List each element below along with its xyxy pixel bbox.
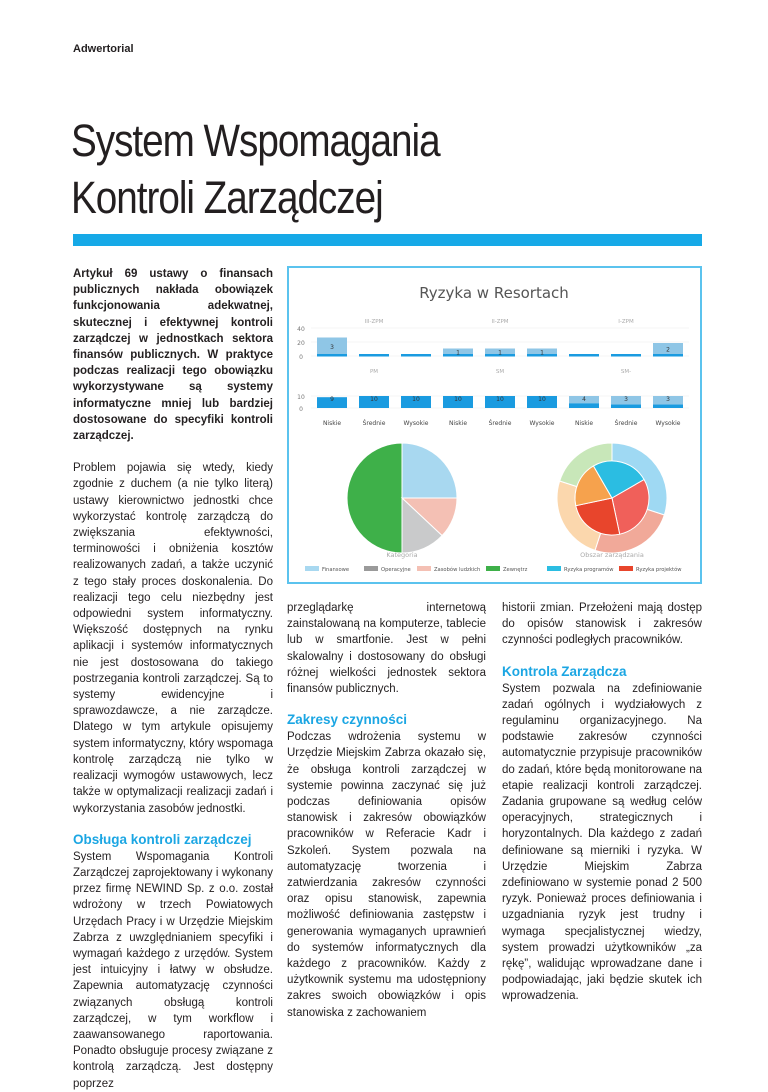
- y-tick-top: 0: [299, 354, 303, 361]
- y-tick-top: 40: [297, 326, 305, 333]
- title-rule: [73, 234, 702, 246]
- bar-value-bottom: 10: [454, 396, 462, 403]
- col3-continuation: historii zmian. Przełożeni mają dostęp do opisów stanowisk i zakresów czynności podległych pracowników.: [502, 602, 702, 647]
- column-3: [502, 600, 702, 1005]
- x-tick-label: Wysokie: [403, 420, 429, 427]
- legend-swatch: [547, 566, 561, 571]
- bar-value-top: 3: [330, 343, 334, 351]
- bar-base: [359, 354, 389, 357]
- column-1: [73, 266, 273, 1092]
- legend-swatch: [417, 566, 431, 571]
- panel-label-top: I-ZPM: [618, 319, 634, 325]
- x-tick-label: Wysokie: [529, 420, 555, 427]
- heading-kontrola: Kontrola Zarządcza: [502, 663, 627, 679]
- bar-value-bottom: 10: [370, 396, 378, 403]
- title-line-1: System Wspomagania: [71, 115, 440, 166]
- panel-label-bottom: SM-: [620, 369, 632, 375]
- bar-base: [653, 354, 683, 357]
- x-tick-label: Średnie: [362, 420, 386, 427]
- chart-title: Ryzyka w Resortach: [419, 284, 569, 302]
- risk-chart-figure: [287, 266, 702, 584]
- bar-value-bottom: 3: [666, 396, 670, 403]
- bar-value-bottom: 10: [538, 396, 546, 403]
- intro-paragraph: Problem pojawia się wtedy, kiedy zgodnie z duchem (a nie tylko literą) ustawy kierownictwo jednostki chce wykorzystać kontrolę zarządczą do zwiększania efektywności, terminowości i obniżenia kosztów realizowanych zadań, a także uczynić z tego stały proces doskonalenia. Do realizacji tego celu niezbędny jest odpowiedni system informatyczny. Większość dostępnych na rynku aplikacji i systemów informatycznych nie jest dostosowana do takiego postrzegania kontroli zarządczej. Są to systemy ewidencyjne i sprawozdawcze, a nie zarządcze. Dlatego w tym artykule opisujemy system informatyczny, który wspomaga kontrolę zarządczą nie tylko w realizacji wymogów ustawowych, lecz także w optymalizacji realizacji zadań i wykorzystania zasobów jednostki.: [73, 462, 273, 815]
- bar-value-bottom: 9: [330, 396, 334, 403]
- pie-left-label: Kategoria: [386, 551, 418, 559]
- heading-obsluga: Obsługa kontroli zarządczej: [73, 831, 252, 847]
- y-tick-top: 20: [297, 340, 305, 347]
- x-tick-label: Wysokie: [655, 420, 681, 427]
- panel-label-top: III-ZPM: [364, 319, 384, 325]
- legend-swatch: [486, 566, 500, 571]
- column-2: [287, 600, 486, 1021]
- pie-right-label: Obszar zarządzania: [580, 551, 644, 559]
- obsluga-paragraph: System Wspomagania Kontroli Zarządczej zaprojektowany i wykonany przez firmę NEWIND Sp. z o.o. został wdrożony w trzech Powiatowych Urzędach Pracy i w Urzędzie Miejskim Zabrza z uwzględnianiem specyfiki i wymagań każdego z urzędów. System jest intuicyjny i łatwy w obsłudze. Zapewnia automatyzację czynności związanych obsługą kontroli zarządczej, w tym workflow i zaawansowanego raportowania. Ponadto obsługuje procesy związane z kontrolą zarządczą. Jest dostępny poprzez: [73, 850, 273, 1090]
- panel-label-bottom: PM: [369, 369, 379, 375]
- lead-paragraph: Artykuł 69 ustawy o finansach publicznych nakłada obowiązek funkcjonowania adekwatnej, skutecznej i efektywnej kontroli zarządczej w jednostkach sektora finansów publicznych. W praktyce podczas realizacji tego obowiązku wykorzystywane są systemy informatyczne mniej lub bardziej dostosowane do specyfiki kontroli zarządczej.: [73, 268, 273, 443]
- bar-bottom: [611, 404, 641, 408]
- bar-value-bottom: 10: [412, 396, 420, 403]
- y-tick-bottom: 0: [299, 406, 303, 413]
- legend-label: Zewnętrz: [503, 567, 528, 573]
- y-tick-bottom: 10: [297, 394, 305, 401]
- legend-label: Operacyjne: [381, 567, 411, 573]
- legend-label: Ryzyka projektów: [636, 567, 682, 573]
- legend-swatch: [619, 566, 633, 571]
- bar-value-top: 1: [456, 349, 460, 357]
- bar-value-bottom: 4: [582, 396, 586, 403]
- panel-label-bottom: SM: [495, 369, 505, 375]
- bar-bottom: [653, 404, 683, 408]
- legend-label: Zasobów ludzkich: [434, 567, 481, 573]
- legend-swatch: [305, 566, 319, 571]
- x-tick-label: Niskie: [448, 420, 468, 427]
- bar-base: [401, 354, 431, 357]
- bar-value-bottom: 10: [496, 396, 504, 403]
- legend-swatch: [364, 566, 378, 571]
- title-line-2: Kontroli Zarządczej: [71, 172, 383, 223]
- bar-bottom: [569, 403, 599, 408]
- bar-value-top: 1: [540, 349, 544, 357]
- zakresy-paragraph: Podczas wdrożenia systemu w Urzędzie Miejskim Zabrza okazało się, że obsługa kontroli zarządczej w systemie powinna zaczynać się już podczas definiowania opisów stanowisk i zakresów obowiązków pracowników w Referacie Kadr i Szkoleń. System pozwala na automatyzację tworzenia i zatwierdzania zakresów czynności oraz opisu stanowisk, zapewnia możliwość definiowania zastępstw i generowania wymaganych uprawnień do systemów informatycznych dla każdego z pracowników. Każdy z użytkownik systemu ma udostępniony zakres swoich obowiązków i opis stanowiska z zachowaniem: [287, 731, 486, 1019]
- pie-left-slice: [402, 443, 457, 498]
- bar-base: [317, 354, 347, 357]
- x-tick-label: Niskie: [322, 420, 342, 427]
- bar-value-top: 1: [498, 349, 502, 357]
- bar-base: [569, 354, 599, 357]
- bar-value-top: 2: [666, 346, 670, 354]
- x-tick-label: Średnie: [614, 420, 638, 427]
- legend-label: Ryzyka programów: [564, 567, 614, 573]
- kontrola-paragraph: System pozwala na zdefiniowanie zadań ogólnych i wydziałowych z regulaminu organizacyjnego. Na podstawie zakresów czynności automatycznie przypisuje pracowników do zadań, które będą monitorowane na etapie realizacji kontroli zarządczej. Zadania grupowane są według celów operacyjnych, strategicznych i horyzontalnych. Dla każdego z zadań definiowane są mierniki i ryzyka. W Urzędzie Miejskim Zabrza zdefiniowano w systemie ponad 2 500 ryzyk. Ponieważ proces definiowania i uzgadniania ryzyk jest trudny i wymaga specjalistycznej wiedzy, system prowadzi użytkowników „za rękę”, walidując wprowadzane dane i podpowiadając, jaki będzie skutek ich wprowadzenia.: [502, 682, 702, 1003]
- x-tick-label: Niskie: [574, 420, 594, 427]
- section-label: Adwertorial: [73, 43, 134, 55]
- pie-left-slice: [347, 443, 402, 553]
- bar-value-bottom: 3: [624, 396, 628, 403]
- risk-chart: [289, 268, 700, 582]
- col2-continuation: przeglądarkę internetową zainstalowaną na komputerze, tablecie lub w smartfonie. Jest w pełni skalowalny i dostosowany do obsługi różnej wielkości jednostek sektora finansów publicznych.: [287, 602, 486, 696]
- article-title: [71, 112, 604, 226]
- legend-label: Finansowe: [322, 567, 350, 573]
- x-tick-label: Średnie: [488, 420, 512, 427]
- bar-base: [611, 354, 641, 357]
- heading-zakresy: Zakresy czynności: [287, 712, 408, 728]
- panel-label-top: II-ZPM: [491, 319, 509, 325]
